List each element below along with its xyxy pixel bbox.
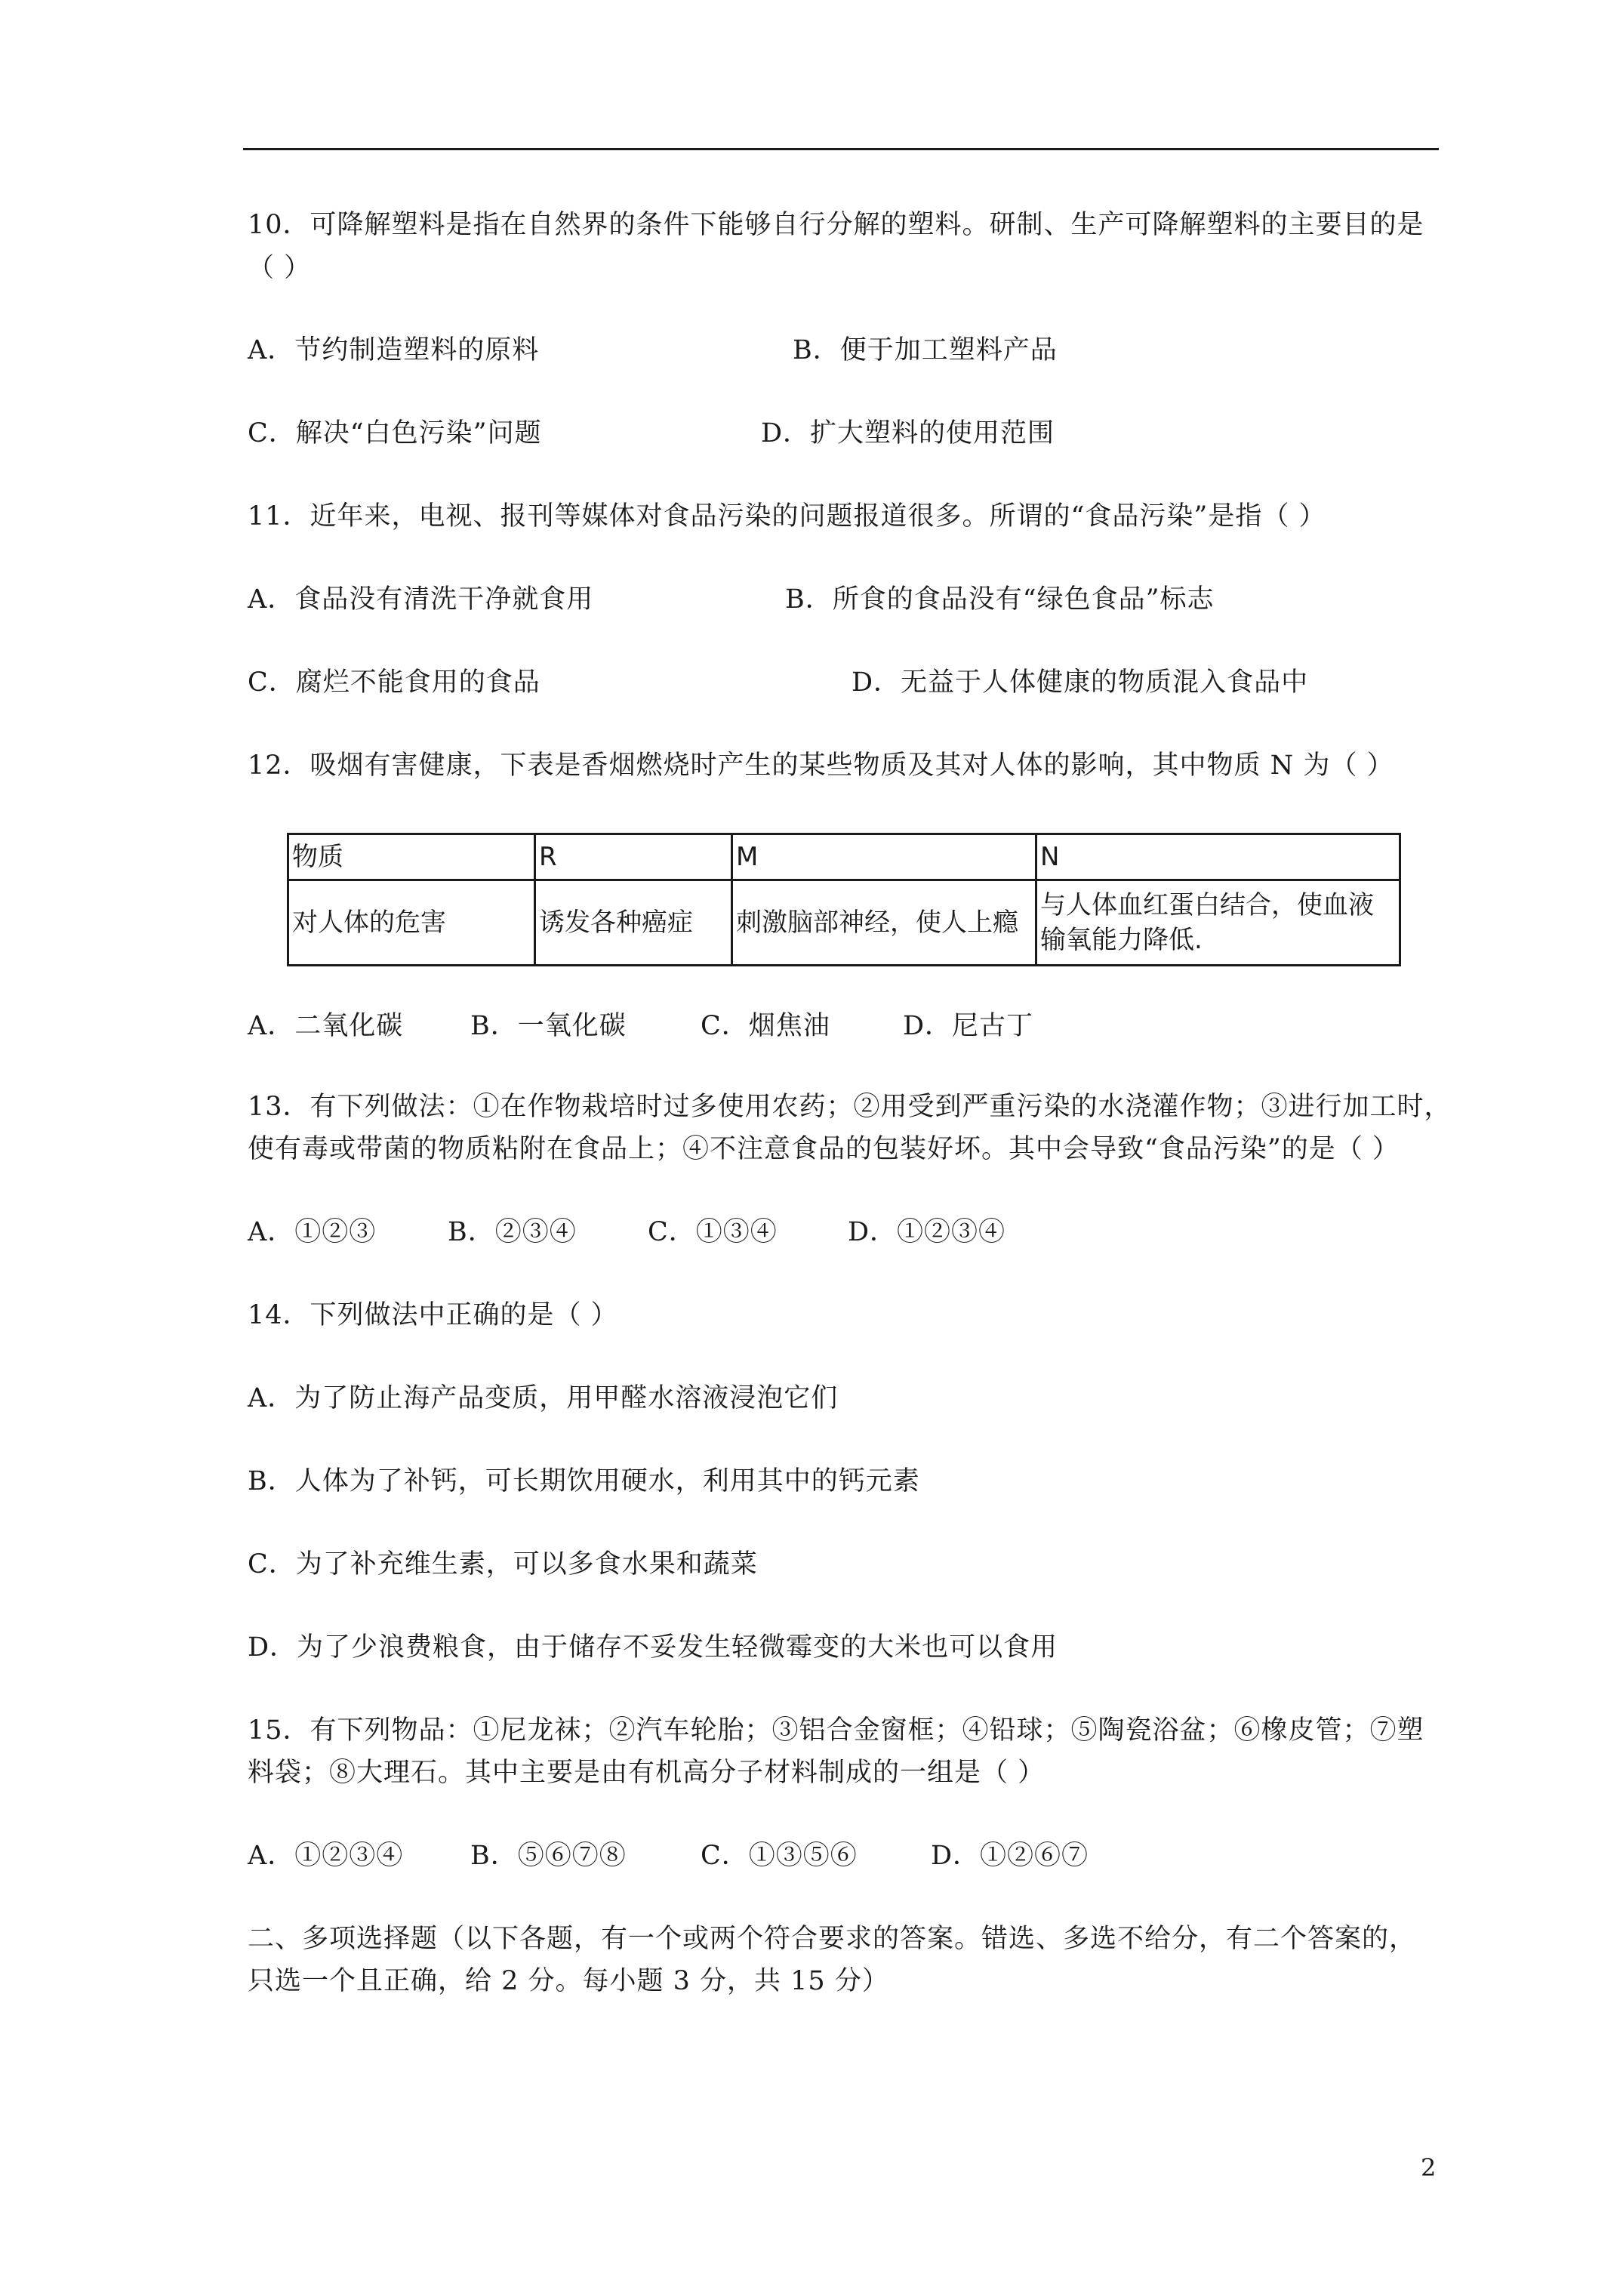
table-header-cell: N — [1036, 834, 1400, 880]
q11-option-c: C．腐烂不能食用的食品 — [248, 667, 540, 698]
q12-stem: 12．吸烟有害健康，下表是香烟燃烧时产生的某些物质及其对人体的影响，其中物质 N 为（ ） — [248, 750, 1394, 781]
table-header-cell: M — [732, 834, 1036, 880]
q15-option-c: C．①③⑤⑥ — [701, 1841, 858, 1871]
q10-stem-line2: （ ） — [248, 253, 312, 283]
q12-option-c: C．烟焦油 — [701, 1011, 830, 1041]
q11-stem: 11．近年来，电视、报刊等媒体对食品污染的问题报道很多。所谓的“食品污染”是指（ ） — [248, 501, 1326, 532]
q12-option-a: A．二氧化碳 — [248, 1011, 404, 1041]
q10-option-a: A．节约制造塑料的原料 — [248, 335, 540, 365]
table-header-row — [288, 834, 1400, 880]
q13-stem-line2: 使有毒或带菌的物质粘附在食品上；④不注意食品的包装好坏。其中会导致“食品污染”的是（ ） — [248, 1134, 1400, 1164]
q11-option-b: B．所食的食品没有“绿色食品”标志 — [785, 584, 1215, 615]
table-header-cell: 物质 — [288, 834, 535, 880]
section2-heading-line2: 只选一个且正确，给 2 分。每小题 3 分，共 15 分） — [248, 1966, 889, 1996]
table-cell: 刺激脑部神经，使人上瘾 — [732, 880, 1036, 966]
table-header-cell: R — [535, 834, 732, 880]
q10-stem-line1: 10．可降解塑料是指在自然界的条件下能够自行分解的塑料。研制、生产可降解塑料的主要目的是 — [248, 210, 1424, 240]
q12-option-d: D．尼古丁 — [903, 1011, 1034, 1041]
q14-option-a: A．为了防止海产品变质，用甲醛水溶液浸泡它们 — [248, 1383, 839, 1413]
q15-option-d: D．①②⑥⑦ — [931, 1841, 1089, 1871]
q14-option-d: D．为了少浪费粮食，由于储存不妥发生轻微霉变的大米也可以食用 — [248, 1632, 1058, 1663]
substance-table — [287, 833, 1401, 966]
q12-option-b: B．一氧化碳 — [470, 1011, 627, 1041]
q11-option-a: A．食品没有清洗干净就食用 — [248, 584, 594, 615]
section2-heading-line1: 二、多项选择题（以下各题，有一个或两个符合要求的答案。错选、多选不给分，有二个答案的， — [248, 1924, 1417, 1954]
q10-option-d: D．扩大塑料的使用范围 — [761, 418, 1055, 448]
q11-option-d: D．无益于人体健康的物质混入食品中 — [852, 667, 1309, 698]
q13-option-c: C．①③④ — [648, 1217, 778, 1247]
q13-option-b: B．②③④ — [448, 1217, 577, 1247]
q15-stem-line1: 15．有下列物品：①尼龙袜；②汽车轮胎；③铝合金窗框；④铅球；⑤陶瓷浴盆；⑥橡皮管；⑦塑 — [248, 1715, 1424, 1746]
q15-option-a: A．①②③④ — [248, 1841, 404, 1871]
q15-option-b: B．⑤⑥⑦⑧ — [470, 1841, 627, 1871]
q13-stem-line1: 13．有下列做法：①在作物栽培时过多使用农药；②用受到严重污染的水浇灌作物；③进行加工时， — [248, 1092, 1452, 1122]
table-cell: 对人体的危害 — [288, 880, 535, 966]
q10-option-c: C．解决“白色污染”问题 — [248, 418, 542, 448]
q14-stem: 14．下列做法中正确的是（ ） — [248, 1300, 618, 1330]
page-number: 2 — [1421, 2153, 1437, 2182]
q14-option-b: B．人体为了补钙，可长期饮用硬水，利用其中的钙元素 — [248, 1466, 920, 1496]
q14-option-c: C．为了补充维生素，可以多食水果和蔬菜 — [248, 1549, 758, 1579]
q13-option-a: A．①②③ — [248, 1217, 377, 1247]
q10-option-b: B．便于加工塑料产品 — [793, 335, 1058, 365]
table-row — [288, 880, 1400, 966]
table-cell: 与人体血红蛋白结合，使血液输氧能力降低. — [1036, 880, 1400, 966]
table-cell: 诱发各种癌症 — [535, 880, 732, 966]
header-rule — [243, 148, 1439, 150]
q13-option-d: D．①②③④ — [848, 1217, 1006, 1247]
q15-stem-line2: 料袋；⑧大理石。其中主要是由有机高分子材料制成的一组是（ ） — [248, 1758, 1046, 1788]
